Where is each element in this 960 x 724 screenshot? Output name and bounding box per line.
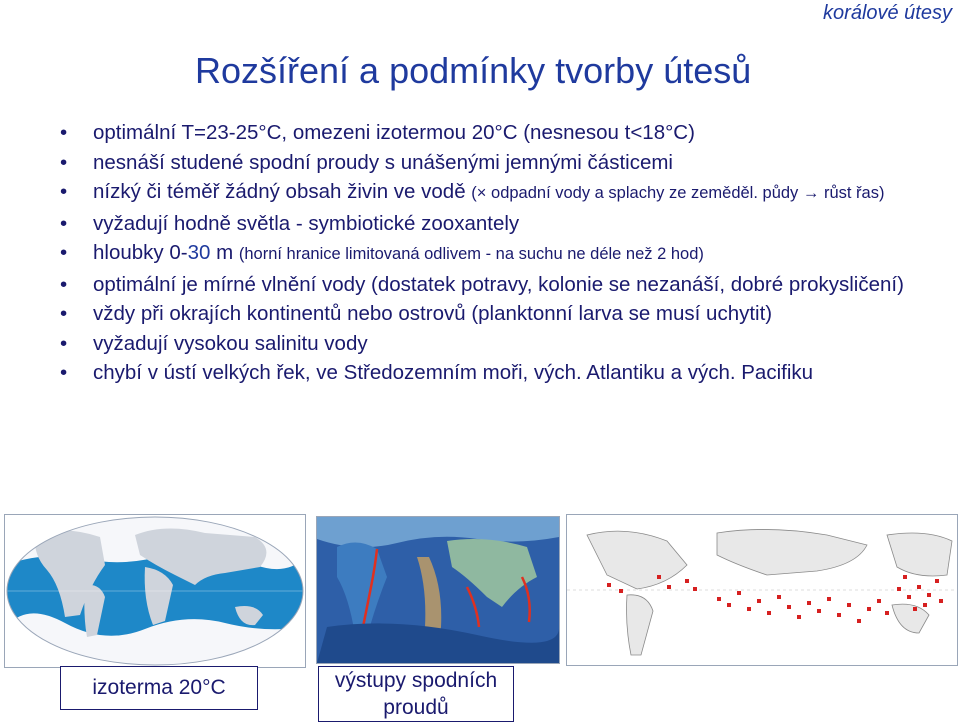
reef-distribution-map bbox=[566, 514, 958, 666]
bullet-nutrients: • nízký či téměř žádný obsah živin ve vodě (× odpadní vody a splachy ze zeměděl. půdy → růst řas) bbox=[60, 177, 945, 209]
bullet-salinity: • vyžadují vysokou salinitu vody bbox=[60, 329, 945, 359]
bullet-cold-currents: • nesnáší studené spodní proudy s unášenými jemnými částicemi bbox=[60, 148, 945, 178]
bullet-light: • vyžadují hodně světla - symbiotické zooxantely bbox=[60, 209, 945, 239]
bullet-list bbox=[60, 118, 945, 388]
page-title: Rozšíření a podmínky tvorby útesů bbox=[195, 50, 752, 91]
bullet-waves: • optimální je mírné vlnění vody (dostatek potravy, kolonie se nezanáší, dobré prokysličení) bbox=[60, 270, 945, 300]
bullet-depth: • hloubky 0-30 m (horní hranice limitovaná odlivem - na suchu ne déle než 2 hod) bbox=[60, 238, 945, 270]
depth-note: (horní hranice limitovaná odlivem - na suchu ne déle než 2 hod) bbox=[238, 245, 704, 263]
isotherm-map bbox=[4, 514, 306, 668]
topic-label: korálové útesy bbox=[823, 2, 952, 24]
isotherm-caption: izoterma 20°C bbox=[60, 666, 258, 710]
upwelling-caption: výstupy spodních proudů bbox=[318, 666, 514, 722]
bullet-coasts: • vždy při okrajích kontinentů nebo ostrovů (planktonní larva se musí uchytit) bbox=[60, 299, 945, 329]
bullet-absence: • chybí v ústí velkých řek, ve Středozemním moři, vých. Atlantiku a vých. Pacifiku bbox=[60, 358, 945, 388]
depth-value: 30 bbox=[187, 241, 211, 264]
bullet-temperature: • optimální T=23-25°C, omezeni izotermou 20°C (nesnesou t<18°C) bbox=[60, 118, 945, 148]
nutrients-note: (× odpadní vody a splachy ze zeměděl. půdy → růst řas) bbox=[471, 184, 885, 202]
upwelling-map bbox=[316, 516, 560, 664]
